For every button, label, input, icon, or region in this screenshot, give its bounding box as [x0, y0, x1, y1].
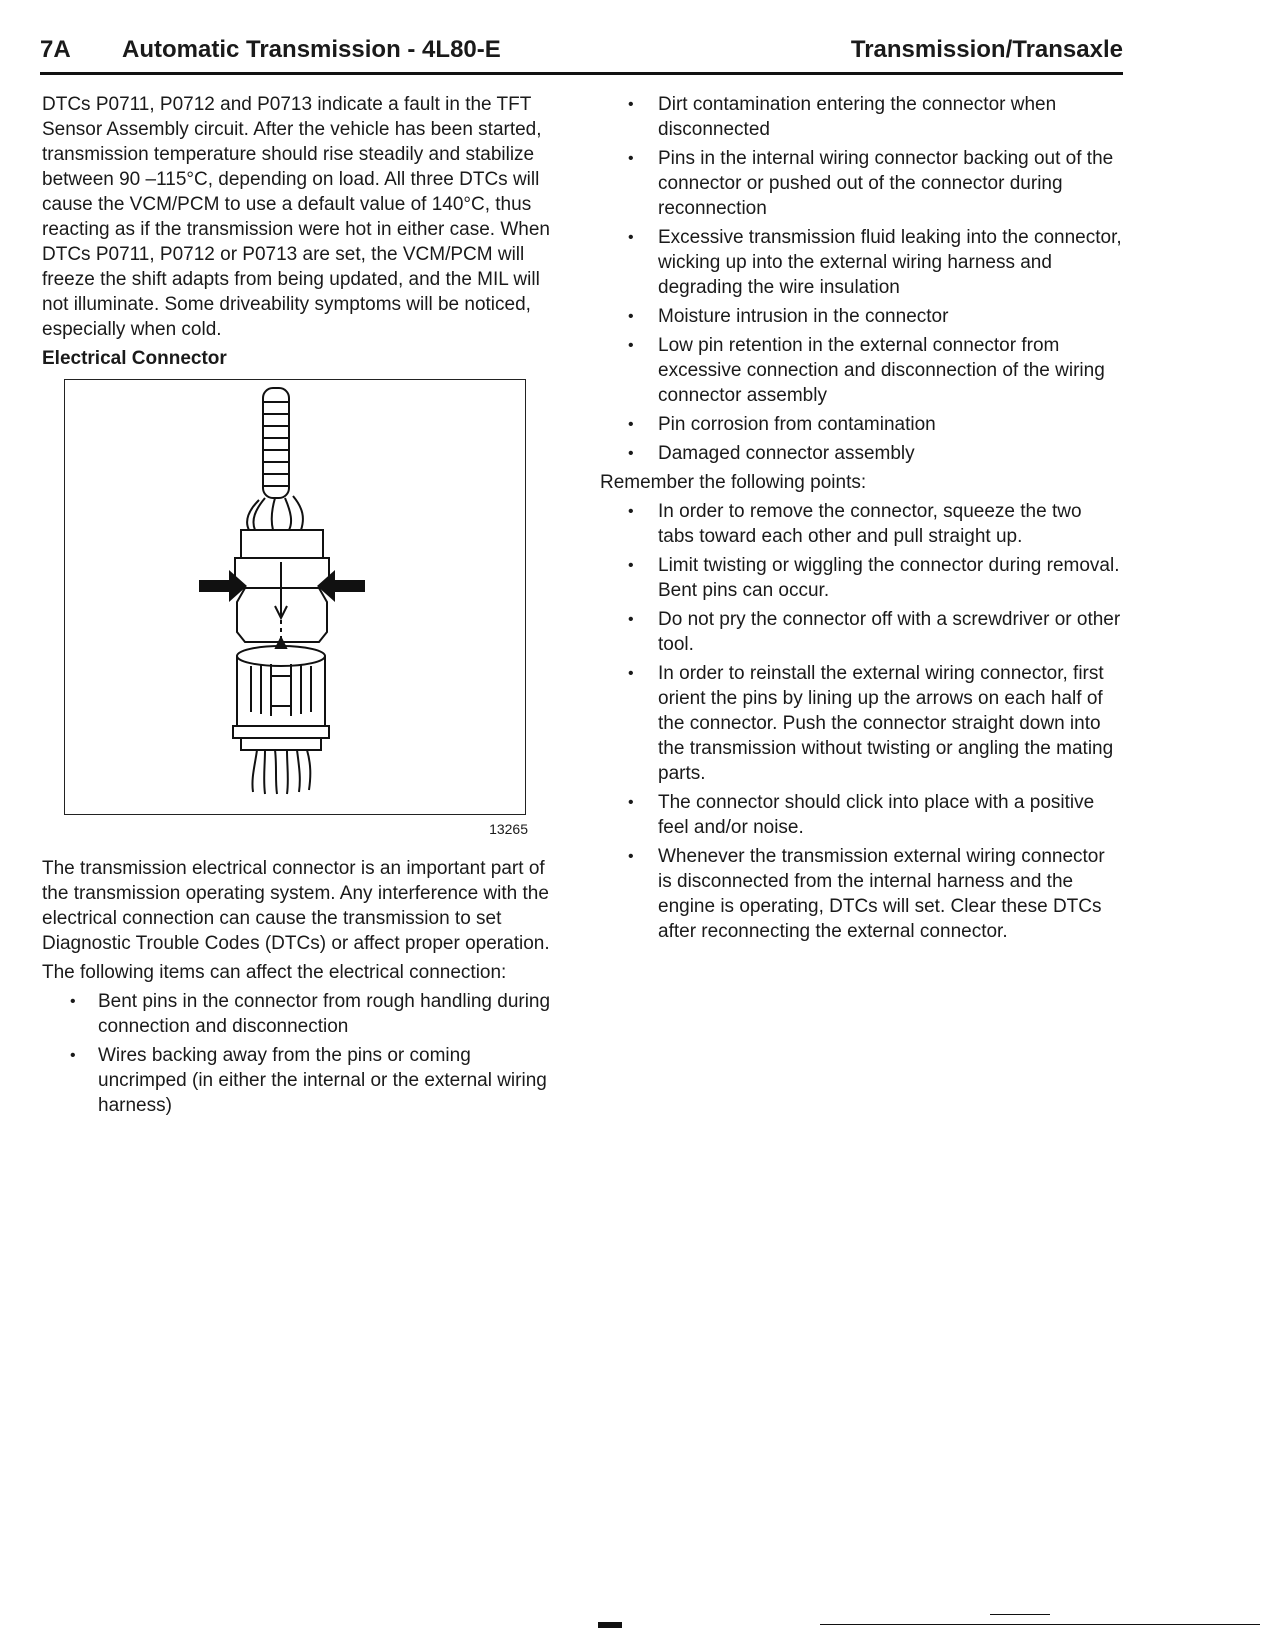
right-column [602, 92, 1122, 948]
bullet-icon: • [628, 557, 634, 574]
scan-mark [990, 1614, 1050, 1615]
chapter-title: Automatic Transmission - 4L80-E [122, 36, 501, 63]
connector-paragraph: The transmission electrical connector is an important part of the transmission operating system. Any interference with the electrical connection can cause the transmission to set Diagnostic Trouble Codes (DTCs) or affect proper operation. [42, 858, 550, 954]
subheading-electrical-connector: Electrical Connector [42, 348, 227, 369]
list-item: • The connector should click into place with a positive feel and/or noise. [628, 792, 1095, 838]
bullet-icon: • [628, 416, 634, 433]
connection-issues-list-continued [602, 92, 1122, 466]
bullet-icon: • [628, 150, 634, 167]
bullet-icon: • [628, 503, 634, 520]
connector-illustration [65, 380, 525, 814]
connector-figure [64, 379, 526, 815]
list-item: • Do not pry the connector off with a screwdriver or other tool. [628, 609, 1121, 655]
bullet-icon: • [628, 794, 634, 811]
list-item: • Moisture intrusion in the connector [628, 306, 949, 327]
bullet-icon: • [628, 308, 634, 325]
remember-intro: Remember the following points: [600, 472, 867, 493]
section-number: 7A [40, 36, 71, 63]
bullet-icon: • [628, 665, 634, 682]
connection-issues-list [42, 989, 562, 1118]
bullet-icon: • [628, 445, 634, 462]
bullet-icon: • [628, 229, 634, 246]
list-item: • In order to reinstall the external wiring connector, first orient the pins by lining up the arrows on each half of the connector. Push the connector straight down into the transmission without twisting or angling the mating parts. [628, 663, 1114, 784]
scan-mark [820, 1624, 1260, 1625]
scan-mark [598, 1622, 622, 1628]
remember-points-list [602, 499, 1122, 944]
bullet-icon: • [628, 337, 634, 354]
bullet-icon: • [70, 993, 76, 1010]
intro-paragraph: DTCs P0711, P0712 and P0713 indicate a fault in the TFT Sensor Assembly circuit. After the vehicle has been started, transmission temperature should rise steadily and stabilize between 90 –115°C, depending on load. All three DTCs will cause the VCM/PCM to use a default value of 140°C, thus reacting as if the transmission were hot in either case. When DTCs P0711, P0712 or P0713 are set, the VCM/PCM will freeze the shift adapts from being updated, and the MIL will not illuminate. Some driveability symptoms will be noticed, especially when cold. [42, 94, 550, 340]
page-header [40, 36, 1123, 75]
wire-boot [263, 388, 289, 498]
items-intro: The following items can affect the electrical connection: [42, 962, 507, 983]
list-item: • Dirt contamination entering the connector when disconnected [628, 94, 1057, 140]
list-item: • Whenever the transmission external wiring connector is disconnected from the internal harness and the engine is operating, DTCs will set. Clear these DTCs after reconnecting the external connector. [628, 846, 1105, 942]
list-item: • In order to remove the connector, squeeze the two tabs toward each other and pull straight up. [628, 501, 1082, 547]
list-item: • Low pin retention in the external connector from excessive connection and disconnection of the wiring connector assembly [628, 335, 1105, 406]
lower-key [271, 676, 291, 706]
left-column [42, 92, 562, 1122]
list-item: • Excessive transmission fluid leaking into the connector, wicking up into the external wiring harness and degrading the wire insulation [628, 227, 1122, 298]
list-item: • Damaged connector assembly [628, 443, 915, 464]
list-item: • Pins in the internal wiring connector backing out of the connector or pushed out of the connector during reconnection [628, 148, 1114, 219]
bullet-icon: • [628, 611, 634, 628]
bullet-icon: • [628, 848, 634, 865]
section-title: Transmission/Transaxle [850, 36, 1123, 63]
figure-number: 13265 [489, 821, 528, 837]
bullet-icon: • [70, 1047, 76, 1064]
list-item: • Limit twisting or wiggling the connector during removal. Bent pins can occur. [628, 555, 1120, 601]
list-item: • Bent pins in the connector from rough handling during connection and disconnection [70, 991, 551, 1037]
lower-flange [233, 726, 329, 738]
bullet-icon: • [628, 96, 634, 113]
list-item: • Pin corrosion from contamination [628, 414, 936, 435]
list-item: • Wires backing away from the pins or coming uncrimped (in either the internal or the external wiring harness) [70, 1045, 547, 1116]
